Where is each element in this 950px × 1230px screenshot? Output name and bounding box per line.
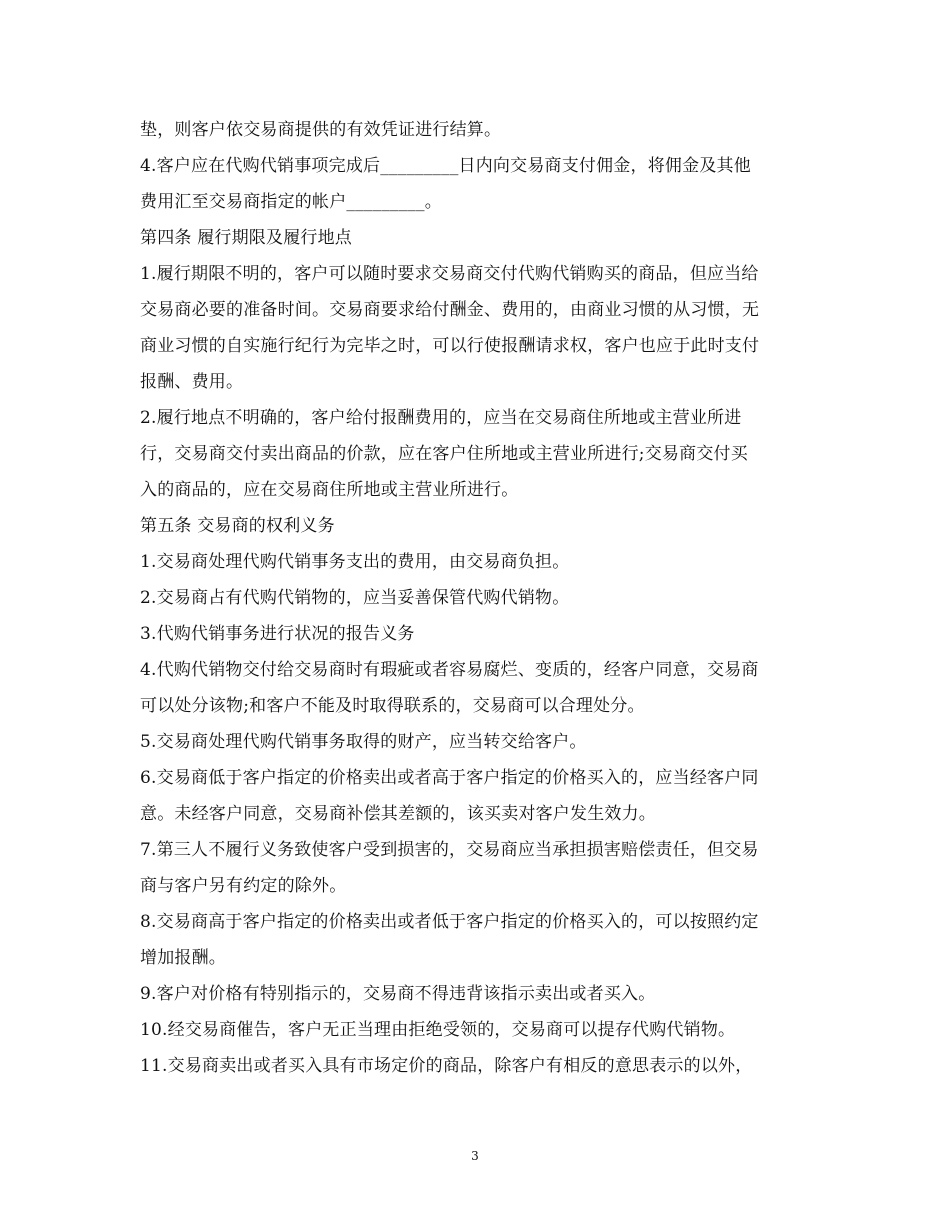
text-line: 增加报酬。 bbox=[140, 948, 226, 968]
text-line: 商与客户另有约定的除外。 bbox=[140, 876, 347, 896]
text-line: 1.交易商处理代购代销事务支出的费用，由交易商负担。 bbox=[140, 552, 570, 572]
text-line: 商业习惯的自实施行纪行为完毕之时，可以行使报酬请求权，客户也应于此时支付 bbox=[140, 336, 760, 356]
section-heading: 第四条 履行期限及履行地点 bbox=[140, 228, 353, 248]
section-heading: 第五条 交易商的权利义务 bbox=[140, 516, 335, 536]
text-line: 8.交易商高于客户指定的价格卖出或者低于客户指定的价格买入的，可以按照约定 bbox=[140, 912, 759, 932]
text-line: 意。未经客户同意，交易商补偿其差额的，该买卖对客户发生效力。 bbox=[140, 804, 656, 824]
text-line: 7.第三人不履行义务致使客户受到损害的，交易商应当承担损害赔偿责任，但交易 bbox=[140, 840, 759, 860]
text-line: 11.交易商卖出或者买入具有市场定价的商品，除客户有相反的意思表示的以外， bbox=[140, 1056, 753, 1076]
text-line: 5.交易商处理代购代销事务取得的财产，应当转交给客户。 bbox=[140, 732, 587, 752]
text-line: 2.交易商占有代购代销物的，应当妥善保管代购代销物。 bbox=[140, 588, 570, 608]
text-line: 1.履行期限不明的，客户可以随时要求交易商交付代购代销购买的商品，但应当给 bbox=[140, 264, 759, 284]
text-line: 2.履行地点不明确的，客户给付报酬费用的，应当在交易商住所地或主营业所进 bbox=[140, 408, 742, 428]
text-line: 3.代购代销事务进行状况的报告义务 bbox=[140, 624, 415, 644]
text-line: 交易商必要的准备时间。交易商要求给付酬金、费用的，由商业习惯的从习惯，无 bbox=[140, 300, 760, 320]
text-line: 4.客户应在代购代销事项完成后_________日内向交易商支付佣金，将佣金及其他 bbox=[140, 156, 751, 176]
text-line: 6.交易商低于客户指定的价格卖出或者高于客户指定的价格买入的，应当经客户同 bbox=[140, 768, 759, 788]
page-number: 3 bbox=[471, 1149, 479, 1163]
text-line: 10.经交易商催告，客户无正当理由拒绝受领的，交易商可以提存代购代销物。 bbox=[140, 1020, 736, 1040]
text-line: 9.客户对价格有特别指示的，交易商不得违背该指示卖出或者买入。 bbox=[140, 984, 656, 1004]
text-line: 可以处分该物;和客户不能及时取得联系的，交易商可以合理处分。 bbox=[140, 696, 645, 716]
document-body bbox=[140, 112, 815, 1084]
text-line: 报酬、费用。 bbox=[140, 372, 244, 392]
text-line: 行，交易商交付卖出商品的价款，应在客户住所地或主营业所进行;交易商交付买 bbox=[140, 444, 748, 464]
text-line: 4.代购代销物交付给交易商时有瑕疵或者容易腐烂、变质的，经客户同意，交易商 bbox=[140, 660, 759, 680]
text-line: 费用汇至交易商指定的帐户_________。 bbox=[140, 192, 442, 212]
text-line: 垫，则客户依交易商提供的有效凭证进行结算。 bbox=[140, 120, 502, 140]
text-line: 入的商品的，应在交易商住所地或主营业所进行。 bbox=[140, 480, 519, 500]
